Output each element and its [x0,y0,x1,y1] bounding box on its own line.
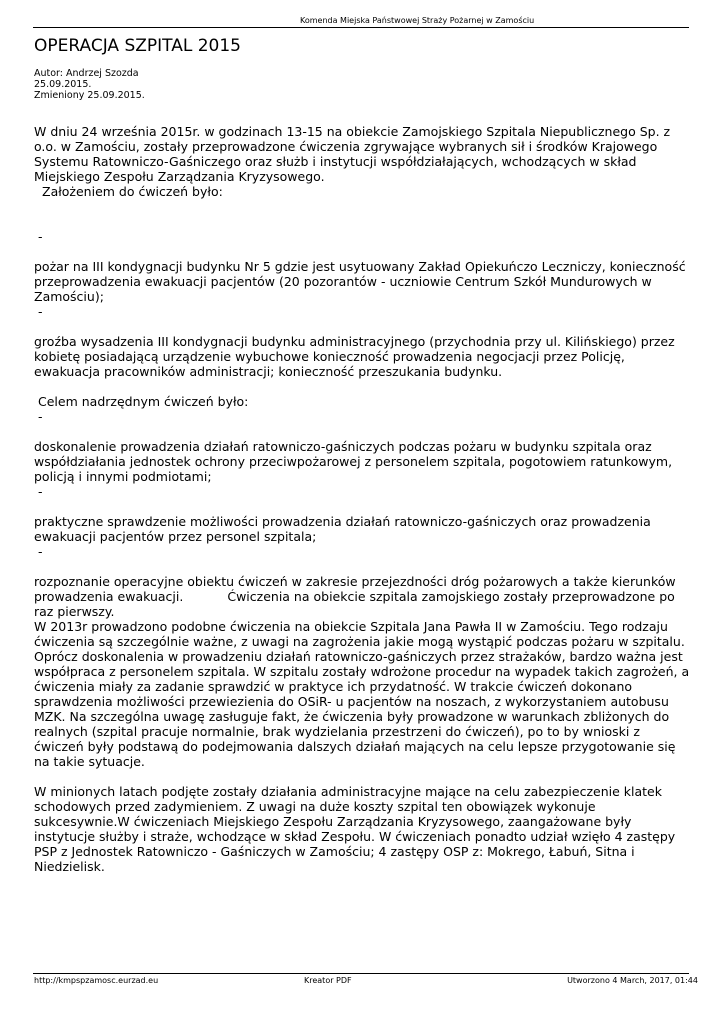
list-dash: - [38,304,43,319]
footer-divider [33,973,689,974]
assumption-item-1: pożar na III kondygnacji budynku Nr 5 gdzie jest usytuowany Zakład Opiekuńczo Leczniczy, konieczność przeprowadzenia ewakuacji pacjentów (20 pozorantów - uczniowie Centrum Szkół Mundurowych w Zamościu); [34,259,686,304]
goal-item-3 [34,574,690,619]
author-line: Autor: Andrzej Szozda [34,68,139,79]
list-dash: - [38,544,43,559]
header-divider [33,27,689,28]
list-dash: - [38,229,43,244]
assumption-item-2: groźba wysadzenia III kondygnacji budynku administracyjnego (przychodnia przy ul. Kilińskiego) przez kobietę posiadającą urządzenie wybuchowe konieczność prowadzenia negocjacji przez Policję, ewakuacja pracowników administracji; konieczność przeszukania budynku. [34,334,675,379]
footer-created: Utworzono 4 March, 2017, 01:44 [567,976,698,985]
paragraph-2013: W 2013r prowadzono podobne ćwiczenia na obiekcie Szpitala Jana Pawła II w Zamościu. Tego rodzaju ćwiczenia są szczególnie ważne, z uwagi na zagrożenia jakie mogą wystąpić podczas pożaru w szpitalu. Oprócz doskonalenia w prowadzeniu działań ratowniczo-gaśniczych przez strażaków, bardzo ważna jest współpraca z personelem szpitala. W szpitalu zostały wdrożone procedur na wypadek takich zagrożeń, a ćwiczenia miały za zadanie sprawdzić w praktyce ich przydatność. W trakcie ćwiczeń dokonano sprawdzenia możliwości przewiezienia do OSiR- u pacjentów na noszach, z wykorzystaniem autobusu MZK. Na szczególna uwagę zasługuje fakt, że ćwiczenia były prowadzone w warunkach zbliżonych do realnych (szpital pracuje normalnie, brak wydzielania przestrzeni do ćwiczeń), po to by wnioski z ćwiczeń były podstawą do podejmowania dalszych działań mających na celu lepsze przygotowanie się na takie sytuacje. [34,619,690,769]
modified-line: Zmieniony 25.09.2015. [34,90,145,101]
goal-item-3-tail: Ćwiczenia na obiekcie szpitala zamojskiego zostały przeprowadzone po raz pierwszy. [34,589,675,619]
footer-generator: Kreator PDF [304,976,352,985]
article-title: OPERACJA SZPITAL 2015 [34,36,241,56]
date-line: 25.09.2015. [34,79,92,90]
goal-item-1: doskonalenie prowadzenia działań ratowniczo-gaśniczych podczas pożaru w budynku szpitala oraz współdziałania jednostek ochrony przeciwpożarowej z personelem szpitala, pogotowiem ratunkowym, policją i innymi podmiotami; [34,439,673,484]
list-dash: - [38,484,43,499]
goal-item-2: praktyczne sprawdzenie możliwości prowadzenia działań ratowniczo-gaśniczych oraz prowadzenia ewakuacji pacjentów przez personel szpitala; [34,514,651,544]
article-meta [34,68,145,101]
list-dash: - [38,409,43,424]
article-body [34,124,690,874]
page-header-institution: Komenda Miejska Państwowej Straży Pożarnej w Zamościu [300,16,535,25]
goals-heading: Celem nadrzędnym ćwiczeń było: [38,394,249,409]
footer-url: http://kmpspzamosc.eurzad.eu [34,976,159,985]
intro-paragraph: W dniu 24 września 2015r. w godzinach 13-15 na obiekcie Zamojskiego Szpitala Niepublicznego Sp. z o.o. w Zamościu, zostały przeprowadzone ćwiczenia zgrywające wybranych sił i środków Krajowego Systemu Ratowniczo-Gaśniczego oraz służb i instytucji współdziałających, wchodzących w skład Miejskiego Zespołu Zarządzania Kryzysowego. [34,124,671,184]
paragraph-past-years: W minionych latach podjęte zostały działania administracyjne mające na celu zabezpieczenie klatek schodowych przed zadymieniem. Z uwagi na duże koszty szpital ten obowiązek wykonuje sukcesywnie.W ćwiczeniach Miejskiego Zespołu Zarządzania Kryzysowego, zaangażowane były instytucje służby i straże, wchodzące w skład Zespołu. W ćwiczeniach ponadto udział wzięło 4 zastępy PSP z Jednostek Ratowniczo - Gaśniczych w Zamościu; 4 zastępy OSP z: Mokrego, Łabuń, Sitna i Niedzielisk. [34,784,676,874]
goal-item-3-text: rozpoznanie operacyjne obiektu ćwiczeń w zakresie przejezdności dróg pożarowych a także kierunków prowadzenia ewakuacji. [34,574,676,604]
assumptions-heading: Założeniem do ćwiczeń było: [42,184,223,199]
